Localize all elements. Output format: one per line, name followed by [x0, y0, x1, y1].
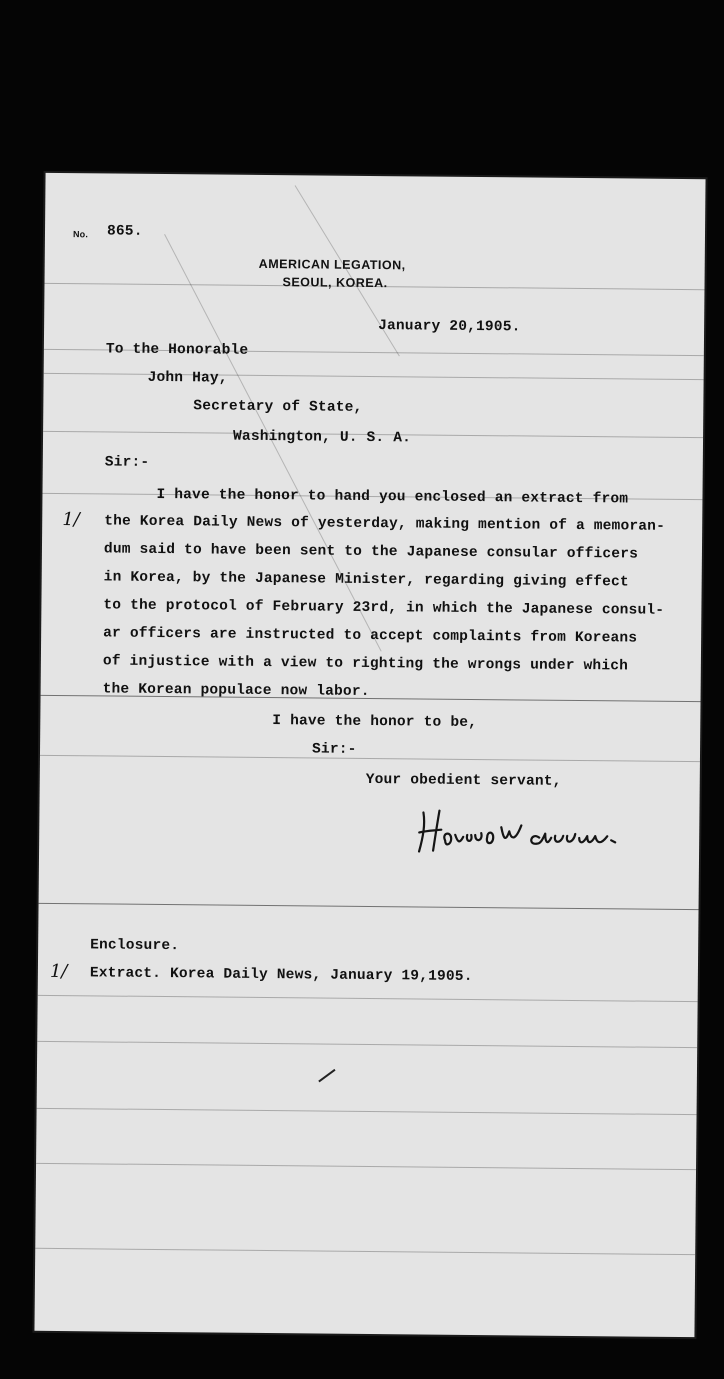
salutation: Sir:-: [104, 454, 150, 471]
addressee-line-1: To the Honorable: [105, 341, 249, 359]
rule-line: [39, 903, 699, 910]
signature: [411, 806, 672, 868]
rule-line: [36, 1163, 696, 1170]
letter-date: January 20,1905.: [378, 318, 521, 336]
margin-mark: 1/: [49, 960, 68, 983]
dispatch-number: 865.: [106, 223, 143, 240]
closing-line-1: I have the honor to be,: [272, 713, 478, 732]
body-line: ar officers are instructed to accept complaints from Koreans: [103, 625, 638, 647]
rule-line: [40, 755, 700, 762]
body-line: to the protocol of February 23rd, in which the Japanese consul-: [103, 597, 665, 619]
body-line: I have the honor to hand you enclosed an extract from: [156, 486, 629, 508]
closing-line-3: Your obedient servant,: [365, 771, 562, 790]
body-line: the Korean populace now labor.: [102, 681, 370, 700]
rule-line: [37, 1108, 697, 1115]
body-line: in Korea, by the Japanese Minister, regarding giving effect: [103, 569, 629, 591]
rule-line: [35, 1248, 695, 1255]
stray-mark: [317, 1068, 337, 1084]
addressee-line-3: Secretary of State,: [193, 398, 363, 416]
rule-line: [44, 373, 704, 380]
legation-heading: AMERICAN LEGATION,: [258, 256, 406, 273]
number-label: No.: [72, 229, 89, 240]
closing-line-2: Sir:-: [311, 741, 357, 758]
body-line: the Korea Daily News of yesterday, making mention of a memoran-: [104, 513, 666, 535]
body-line: of injustice with a view to righting the wrongs under which: [102, 653, 629, 675]
legation-location: SEOUL, KOREA.: [282, 275, 388, 291]
enclosure-item: Extract. Korea Daily News, January 19,1905.: [89, 965, 473, 985]
body-line: dum said to have been sent to the Japanese consular officers: [103, 541, 639, 563]
addressee-line-2: John Hay,: [147, 369, 228, 387]
addressee-line-4: Washington, U. S. A.: [232, 428, 412, 447]
rule-line: [37, 1041, 697, 1048]
document-sheet: [34, 173, 705, 1337]
rule-line: [38, 995, 698, 1002]
margin-mark: 1/: [62, 509, 80, 531]
enclosure-label: Enclosure.: [90, 937, 180, 955]
